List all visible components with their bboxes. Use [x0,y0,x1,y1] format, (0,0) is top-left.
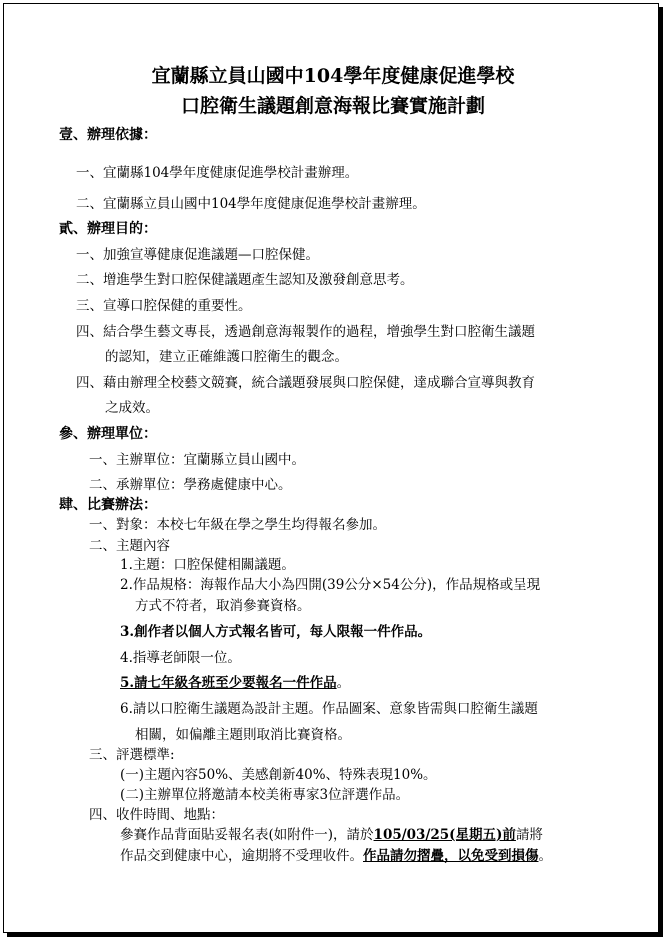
s4-item-3: 三、評選標準: [89,747,175,763]
deadline-date: 105/03/25(星期五)前 [373,827,516,843]
s2-item-4-cont: 的認知，建立正確維護口腔衛生的觀念。 [105,349,348,365]
s4-sub-5-emphasis: 5.請七年級各班至少要報名一件作品 [120,675,337,691]
s4-sub-6-cont: 相關，如偏離主題則取消比賽資格。 [135,727,351,743]
delivery-warning: 作品請勿摺疊，以免受到損傷 [363,848,539,864]
s2-item-4: 四、結合學生藝文專長，透過創意海報製作的過程，增強學生對口腔衛生議題 [76,324,535,340]
s2-item-3: 三、宣導口腔保健的重要性。 [76,298,252,314]
s4-sub-3: 3.創作者以個人方式報名皆可，每人限報一件作品。 [120,624,432,640]
delivery-pre: 作品交到健康中心，逾期將不受理收件。 [120,848,363,864]
s1-item-1: 一、宜蘭縣104學年度健康促進學校計畫辦理。 [76,165,359,181]
s2-item-1: 一、加強宣導健康促進議題—口腔保健。 [76,247,319,263]
s2-item-5-cont: 之成效。 [105,400,159,416]
s4-item-4: 四、收件時間、地點： [89,807,224,823]
s2-item-2: 二、增進學生對口腔保健議題產生認知及激發創意思考。 [76,272,414,288]
s4-sub-2: 2.作品規格：海報作品大小為四開(39公分×54公分)，作品規格或呈現 [120,577,541,593]
s4-sub-5 [120,674,350,692]
deadline-post: 請將 [515,827,543,843]
title-line-1: 宜蘭縣立員山國中104學年度健康促進學校 [151,65,515,87]
title-line-2: 口腔衛生議題創意海報比賽實施計劃 [180,95,485,117]
s3-item-1: 一、主辦單位：宜蘭縣立員山國中。 [89,452,305,468]
s4-sub-6: 6.請以口腔衛生議題為設計主題。作品圖案、意象皆需與口腔衛生議題 [120,701,538,717]
s1-item-2: 二、宜蘭縣立員山國中104學年度健康促進學校計畫辦理。 [76,196,426,212]
s4-sub-4: 4.指導老師限一位。 [120,650,241,666]
s2-item-5: 四、藉由辦理全校藝文競賽，統合議題發展與口腔保健，達成聯合宣導與教育 [76,375,535,391]
section-2-heading: 貳、辦理目的： [59,221,157,237]
s4-item-2: 二、主題內容 [89,538,170,554]
s3-item-2: 二、承辦單位：學務處健康中心。 [89,477,292,493]
s4-sub-5-end: 。 [336,675,351,691]
deadline-pre: 參賽作品背面貼妥報名表(如附件一)，請於 [120,827,374,843]
section-1-heading: 壹、辦理依據： [59,127,157,143]
s4-deadline-line [120,826,543,844]
delivery-end: 。 [538,848,552,864]
s4-criteria-1: (一)主題內容50%、美感創新40%、特殊表現10%。 [120,767,437,783]
s4-sub-2-cont: 方式不符者，取消參賽資格。 [135,598,311,614]
section-3-heading: 參、辦理單位： [59,426,157,442]
s4-criteria-2: (二)主辦單位將邀請本校美術專家3位評選作品。 [120,787,410,803]
s4-delivery-line [120,847,552,865]
s4-item-1: 一、對象：本校七年級在學之學生均得報名參加。 [89,517,386,533]
section-4-heading: 肆、比賽辦法： [59,497,157,513]
s4-sub-1: 1.主題：口腔保健相關議題。 [120,557,295,573]
